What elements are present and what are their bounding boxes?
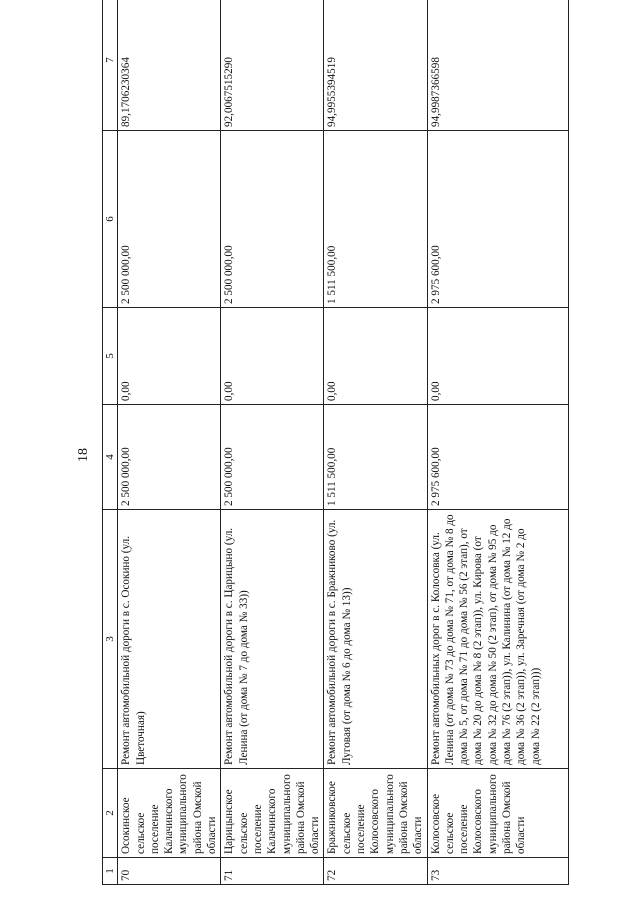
value-cell-col7: 89,1706230364 [118, 0, 221, 131]
settlement-cell: Осокинское сельское поселение Калачинского муниципального района Омской области [118, 769, 221, 858]
value-cell-col7: 94,9955394519 [324, 0, 427, 131]
rotated-sheet [62, 25, 542, 885]
row-number: 71 [221, 858, 324, 885]
table-row [324, 0, 427, 885]
settlement-cell: Колосовское сельское поселение Колосовского муниципального района Омской области [427, 769, 568, 858]
column-header-4: 4 [103, 405, 118, 510]
settlement-cell: Бражниковское сельское поселение Колосовского муниципального района Омской области [324, 769, 427, 858]
column-header-1: 1 [103, 858, 118, 885]
amount-cell-col4: 2 500 000,00 [221, 405, 324, 510]
value-cell-col7: 92,0067515290 [221, 0, 324, 131]
settlement-cell: Царицынское сельское поселение Калачинского муниципального района Омской области [221, 769, 324, 858]
amount-cell-col6: 2 500 000,00 [118, 131, 221, 308]
work-description-cell: Ремонт автомобильной дороги в с. Осокино (ул. Цветочная) [118, 510, 221, 769]
header-row [103, 0, 118, 885]
amount-cell-col5: 0,00 [118, 308, 221, 405]
data-table [102, 0, 569, 885]
table-row [427, 0, 568, 885]
column-header-3: 3 [103, 510, 118, 769]
column-header-2: 2 [103, 769, 118, 858]
table-row [118, 0, 221, 885]
column-header-5: 5 [103, 308, 118, 405]
amount-cell-col6: 2 500 000,00 [221, 131, 324, 308]
column-header-6: 6 [103, 131, 118, 308]
work-description-cell: Ремонт автомобильной дороги в с. Царицыно (ул. Ленина (от дома № 7 до дома № 33)) [221, 510, 324, 769]
page-number: 18 [76, 448, 91, 462]
amount-cell-col5: 0,00 [324, 308, 427, 405]
amount-cell-col5: 0,00 [427, 308, 568, 405]
table-row [221, 0, 324, 885]
amount-cell-col5: 0,00 [221, 308, 324, 405]
amount-cell-col4: 2 975 600,00 [427, 405, 568, 510]
amount-cell-col6: 2 975 600,00 [427, 131, 568, 308]
value-cell-col7: 94,9987366598 [427, 0, 568, 131]
row-number: 73 [427, 858, 568, 885]
amount-cell-col4: 1 511 500,00 [324, 405, 427, 510]
work-description-cell: Ремонт автомобильных дорог в с. Колосовка (ул. Ленина (от дома № 73 до дома № 71, от дома № 8 до дома № 5, от дома № 71 до дома № 56 (2 этап), от дома № 20 до дома № 8 (2 этап)), ул. Кирова (от дома № 32 до дома № 50 (2 этап), от дома № 95 до дома № 76 (2 этап)), ул. Калинина (от дома № 12 до дома № 36 (2 этап)), ул. Заречная (от дома № 2 до дома № 22 (2 этап))) [427, 510, 568, 769]
column-header-7: 7 [103, 0, 118, 131]
amount-cell-col6: 1 511 500,00 [324, 131, 427, 308]
work-description-cell: Ремонт автомобильной дороги в с. Бражниково (ул. Луговая (от дома № 6 до дома № 13)) [324, 510, 427, 769]
row-number: 70 [118, 858, 221, 885]
amount-cell-col4: 2 500 000,00 [118, 405, 221, 510]
row-number: 72 [324, 858, 427, 885]
